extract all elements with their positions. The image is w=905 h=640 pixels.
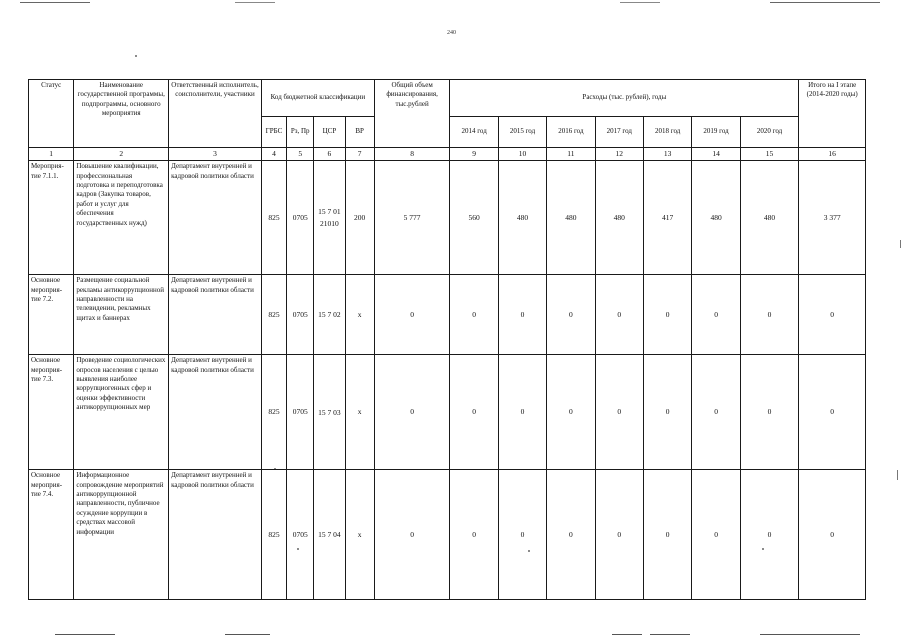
row-grbs: 825: [261, 275, 286, 355]
row-executor: Департамент внутренней и кадровой политики области: [169, 355, 262, 470]
row-csr: 15 7 04: [314, 470, 345, 600]
row-year-value: 0: [498, 470, 546, 600]
row-rzpr: 0705: [287, 470, 314, 600]
header-grbs: ГРБС: [261, 117, 286, 148]
column-number: 10: [498, 148, 546, 161]
row-year-value: 0: [692, 470, 740, 600]
column-number-row: [29, 148, 866, 161]
row-name: Размещение социальной рекламы антикоррупционной направленности на телевидении, рекламных щитах и баннерах: [74, 275, 169, 355]
budget-table: [28, 79, 866, 600]
row-vr: х: [345, 355, 374, 470]
row-stage-total: 3 377: [799, 161, 866, 275]
header-year: 2014 год: [450, 117, 498, 148]
row-year-value: 417: [643, 161, 691, 275]
row-rzpr: 0705: [287, 161, 314, 275]
header-name: Наименование государственной программы, подпрограммы, основного мероприятия: [74, 80, 169, 148]
row-year-value: 0: [643, 470, 691, 600]
column-number: 8: [374, 148, 450, 161]
row-year-value: 0: [595, 355, 643, 470]
header-stage-total: Итого на I этапе (2014-2020 годы): [799, 80, 866, 148]
header-csr: ЦСР: [314, 117, 345, 148]
header-rzpr: Рз, Пр: [287, 117, 314, 148]
row-year-value: 0: [740, 355, 799, 470]
header-year: 2017 год: [595, 117, 643, 148]
row-csr: 15 7 01 21010: [314, 161, 345, 275]
header-total-volume: Общий объем финансирования, тыс.рублей: [374, 80, 450, 148]
column-number: 5: [287, 148, 314, 161]
header-year: 2019 год: [692, 117, 740, 148]
row-year-value: 0: [547, 470, 595, 600]
row-executor: Департамент внутренней и кадровой политики области: [169, 275, 262, 355]
row-status: Мероприя-тие 7.1.1.: [29, 161, 74, 275]
column-number: 9: [450, 148, 498, 161]
row-vr: 200: [345, 161, 374, 275]
column-number: 16: [799, 148, 866, 161]
row-year-value: 0: [692, 355, 740, 470]
row-year-value: 0: [450, 355, 498, 470]
row-year-value: 0: [692, 275, 740, 355]
column-number: 14: [692, 148, 740, 161]
row-name: Информационное сопровождение мероприятий антикоррупционной направленности, публичное осуждение коррупции в средствах массовой информации: [74, 470, 169, 600]
column-number: 3: [169, 148, 262, 161]
row-year-value: 0: [547, 355, 595, 470]
row-year-value: 480: [692, 161, 740, 275]
row-vr: х: [345, 470, 374, 600]
table-row: [29, 275, 866, 355]
header-year: 2018 год: [643, 117, 691, 148]
row-year-value: 480: [547, 161, 595, 275]
row-grbs: 825: [261, 161, 286, 275]
column-number: 11: [547, 148, 595, 161]
row-executor: Департамент внутренней и кадровой политики области: [169, 161, 262, 275]
row-total: 0: [374, 275, 450, 355]
row-stage-total: 0: [799, 355, 866, 470]
row-grbs: 825: [261, 355, 286, 470]
row-year-value: 0: [595, 470, 643, 600]
row-rzpr: 0705: [287, 355, 314, 470]
column-number: 1: [29, 148, 74, 161]
row-grbs: 825: [261, 470, 286, 600]
row-csr: 15 7 03: [314, 355, 345, 470]
page-number: 240: [447, 30, 456, 36]
row-year-value: 0: [643, 275, 691, 355]
row-status: Основное мероприя-тие 7.3.: [29, 355, 74, 470]
header-year: 2015 год: [498, 117, 546, 148]
header-budget-code: Код бюджетной классификации: [261, 80, 374, 117]
table-row: [29, 470, 866, 600]
row-name: Проведение социологических опросов населения с целью выявления наиболее коррупциогенных сфер и оценки эффективности антикоррупционных мер: [74, 355, 169, 470]
header-status: Статус: [29, 80, 74, 148]
column-number: 7: [345, 148, 374, 161]
row-stage-total: 0: [799, 275, 866, 355]
row-year-value: 560: [450, 161, 498, 275]
header-executor: Ответственный исполнитель, соисполнители, участники: [169, 80, 262, 148]
row-year-value: 0: [643, 355, 691, 470]
row-year-value: 0: [450, 275, 498, 355]
row-stage-total: 0: [799, 470, 866, 600]
table-row: [29, 161, 866, 275]
row-status: Основное мероприя-тие 7.2.: [29, 275, 74, 355]
row-total: 0: [374, 470, 450, 600]
row-year-value: 0: [740, 275, 799, 355]
row-year-value: 480: [498, 161, 546, 275]
row-year-value: 480: [595, 161, 643, 275]
column-number: 12: [595, 148, 643, 161]
row-name: Повышение квалификации, профессиональная подготовка и переподготовка кадров (Закупка товаров, работ и услуг для обеспечения государственных нужд): [74, 161, 169, 275]
row-executor: Департамент внутренней и кадровой политики области: [169, 470, 262, 600]
header-year: 2020 год: [740, 117, 799, 148]
column-number: 2: [74, 148, 169, 161]
row-year-value: 0: [595, 275, 643, 355]
header-year: 2016 год: [547, 117, 595, 148]
row-csr: 15 7 02: [314, 275, 345, 355]
row-rzpr: 0705: [287, 275, 314, 355]
header-vr: ВР: [345, 117, 374, 148]
row-year-value: 0: [498, 355, 546, 470]
row-year-value: 0: [450, 470, 498, 600]
row-total: 0: [374, 355, 450, 470]
row-year-value: 0: [498, 275, 546, 355]
row-total: 5 777: [374, 161, 450, 275]
column-number: 6: [314, 148, 345, 161]
column-number: 4: [261, 148, 286, 161]
column-number: 15: [740, 148, 799, 161]
row-year-value: 0: [547, 275, 595, 355]
row-status: Основное мероприя-тие 7.4.: [29, 470, 74, 600]
row-year-value: 0: [740, 470, 799, 600]
header-expenses: Расходы (тыс. рублей), годы: [450, 80, 799, 117]
row-year-value: 480: [740, 161, 799, 275]
row-vr: х: [345, 275, 374, 355]
table-row: [29, 355, 866, 470]
column-number: 13: [643, 148, 691, 161]
